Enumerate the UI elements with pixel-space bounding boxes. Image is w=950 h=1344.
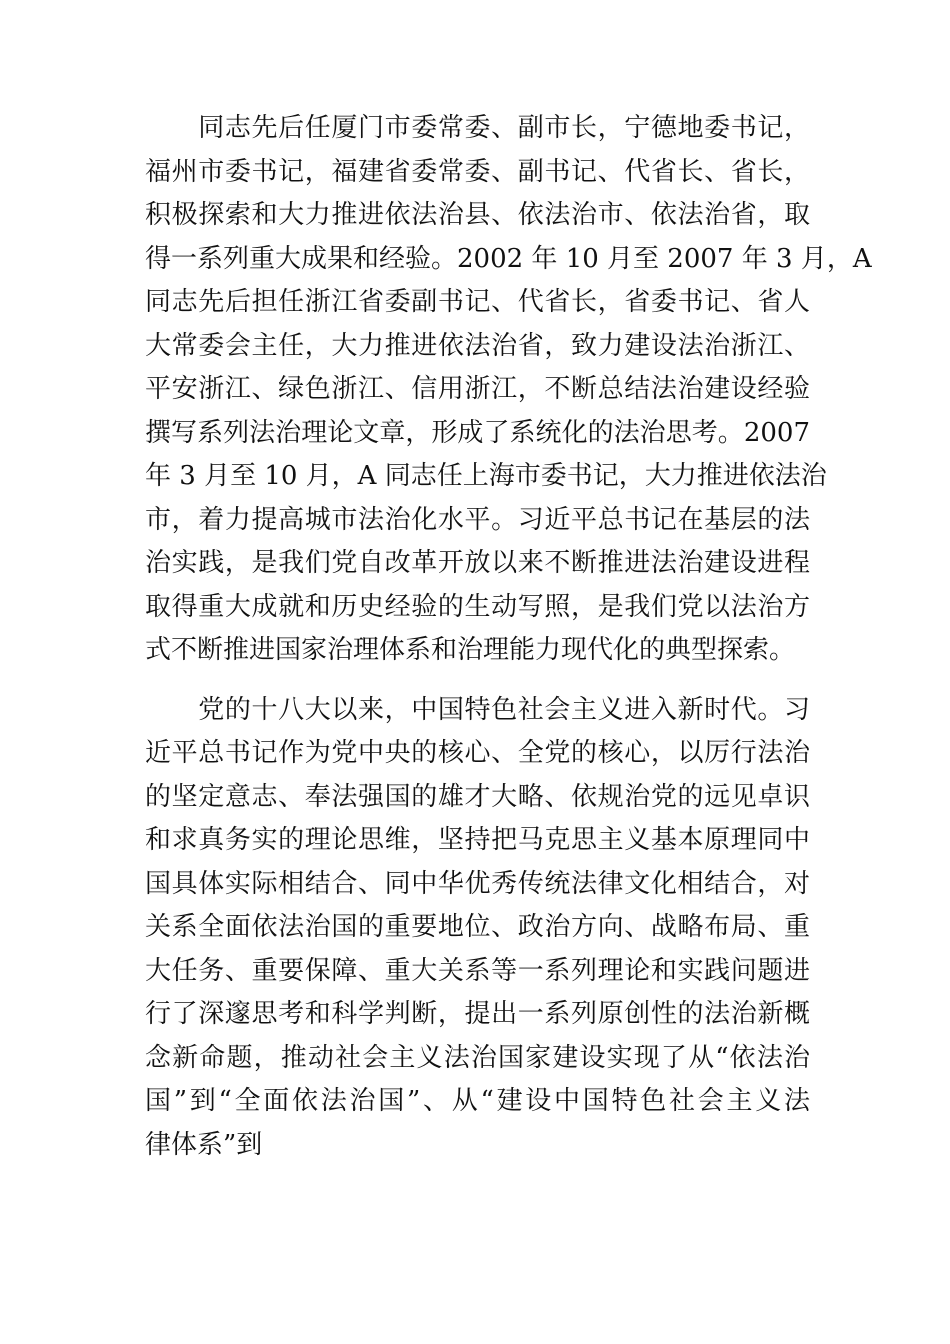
text-line: 福州市委书记，福建省委常委、副书记、代省长、省长， [145, 156, 810, 187]
text-line: 年 3 月至 10 月，A 同志任上海市委书记，大力推进依法治 [145, 461, 827, 491]
paragraph-1 [145, 107, 872, 673]
text-line: 和求真务实的理论思维，坚持把马克思主义基本原理同中 [145, 825, 810, 855]
text-line: 式不断推进国家治理体系和治理能力现代化的典型探索。 [145, 635, 796, 665]
text-line: 平安浙江、绿色浙江、信用浙江，不断总结法治建设经验 [145, 374, 810, 404]
text-line: 关系全面依法治国的重要地位、政治方向、战略布局、重 [145, 912, 810, 942]
text-line: 律体系”到 [145, 1129, 263, 1160]
text-line: 的坚定意志、奉法强国的雄才大略、依规治党的远见卓识 [145, 781, 810, 812]
text-line: 同志先后担任浙江省委副书记、代省长，省委书记、省人 [145, 287, 810, 317]
text-line: 得一系列重大成果和经验。2002 年 10 月至 2007 年 3 月，A [145, 243, 872, 274]
text-line: 大常委会主任，大力推进依法治省，致力建设法治浙江、 [145, 330, 810, 361]
document-body [145, 107, 872, 1167]
text-line: 撰写系列法治理论文章，形成了系统化的法治思考。2007 [145, 417, 810, 448]
text-line: 治实践，是我们党自改革开放以来不断推进法治建设进程 [145, 548, 810, 578]
text-line: 近平总书记作为党中央的核心、全党的核心，以厉行法治 [145, 738, 810, 768]
text-line: 念新命题，推动社会主义法治国家建设实现了从“依法治 [145, 1042, 810, 1073]
text-line: 大任务、重要保障、重大关系等一系列理论和实践问题进 [145, 955, 810, 986]
text-line: 党的十八大以来，中国特色社会主义进入新时代。习 [145, 694, 810, 725]
text-line: 市，着力提高城市法治化水平。习近平总书记在基层的法 [145, 504, 810, 535]
paragraph-2 [145, 689, 810, 1168]
text-line: 行了深邃思考和科学判断，提出一系列原创性的法治新概 [145, 999, 810, 1029]
text-line: 积极探索和大力推进依法治县、依法治市、依法治省，取 [145, 200, 810, 230]
text-line: 取得重大成就和历史经验的生动写照，是我们党以法治方 [145, 591, 810, 622]
paragraph-gap [145, 673, 810, 689]
text-line: 国”到“全面依法治国”、从“建设中国特色社会主义法 [145, 1086, 810, 1116]
text-line: 国具体实际相结合、同中华优秀传统法律文化相结合，对 [145, 868, 810, 899]
text-line: 同志先后任厦门市委常委、副市长，宁德地委书记， [145, 113, 810, 143]
